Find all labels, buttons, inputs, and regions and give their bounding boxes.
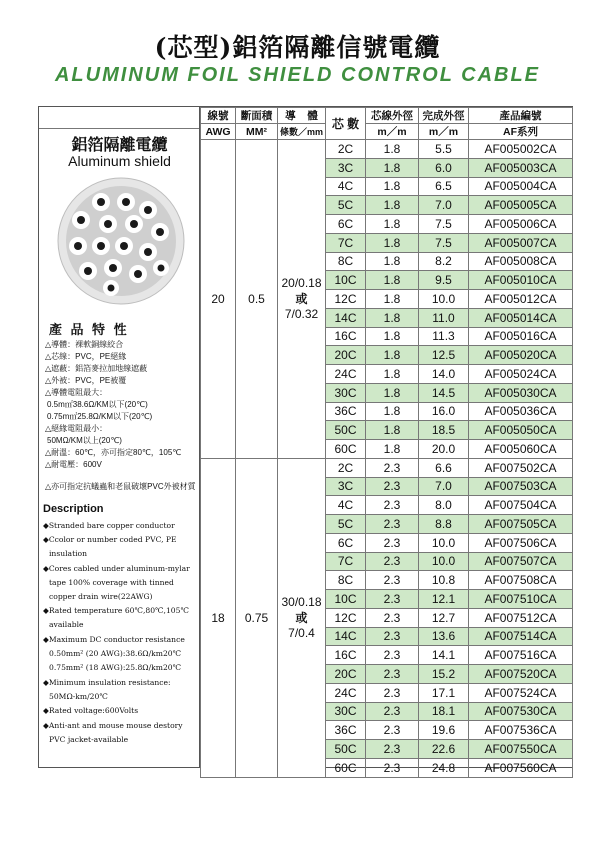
cores-cell: 7C bbox=[326, 552, 366, 571]
cores-cell: 60C bbox=[326, 440, 366, 459]
product-code-cell: AF007514CA bbox=[469, 627, 573, 646]
overall-od-cell: 7.5 bbox=[419, 215, 469, 234]
cores-cell: 24C bbox=[326, 683, 366, 702]
feature-line: △耐電壓：600V bbox=[45, 460, 102, 469]
feature-line: △芯線：PVC，PE絕緣 bbox=[45, 352, 127, 361]
cores-cell: 14C bbox=[326, 627, 366, 646]
core-od-cell: 1.8 bbox=[366, 196, 419, 215]
description-line: ◆Anti-ant and mouse mouse destory bbox=[43, 721, 183, 730]
cores-cell: 36C bbox=[326, 402, 366, 421]
product-code-cell: AF005024CA bbox=[469, 365, 573, 384]
product-code-cell: AF007536CA bbox=[469, 721, 573, 740]
product-code-cell: AF005010CA bbox=[469, 271, 573, 290]
product-code-cell: AF007502CA bbox=[469, 458, 573, 477]
description-line: ◆Stranded bare copper conductor bbox=[43, 521, 175, 530]
overall-od-cell: 18.5 bbox=[419, 421, 469, 440]
cores-cell: 5C bbox=[326, 196, 366, 215]
overall-od-cell: 6.6 bbox=[419, 458, 469, 477]
conductor-cell bbox=[278, 458, 326, 777]
core-od-cell: 2.3 bbox=[366, 627, 419, 646]
product-code-cell: AF005036CA bbox=[469, 402, 573, 421]
header-core-od-en: m／m bbox=[366, 124, 419, 140]
product-code-cell: AF005008CA bbox=[469, 252, 573, 271]
cores-cell: 4C bbox=[326, 496, 366, 515]
product-code-cell: AF005007CA bbox=[469, 233, 573, 252]
overall-od-cell: 10.8 bbox=[419, 571, 469, 590]
cores-cell: 50C bbox=[326, 740, 366, 759]
cores-cell: 4C bbox=[326, 177, 366, 196]
feature-line: △耐溫：60℃，亦可指定80℃，105℃ bbox=[45, 448, 182, 457]
feature-line: △絕緣電阻最小： bbox=[45, 424, 108, 433]
header-gauge-zh: 線號 bbox=[201, 108, 236, 124]
awg-cell: 18 bbox=[201, 458, 236, 777]
overall-od-cell: 24.8 bbox=[419, 758, 469, 777]
header-conductor-zh1: 導 bbox=[285, 110, 296, 122]
cores-cell: 10C bbox=[326, 271, 366, 290]
product-code-cell: AF007550CA bbox=[469, 740, 573, 759]
cores-cell: 3C bbox=[326, 158, 366, 177]
feature-line: 50MΩ/KM以上(20℃) bbox=[47, 436, 122, 445]
features-title: 產 品 特 性 bbox=[49, 323, 129, 338]
feature-line: 0.75m㎡25.8Ω/KM以下(20℃) bbox=[47, 412, 153, 421]
product-code-cell: AF007516CA bbox=[469, 646, 573, 665]
cores-cell: 20C bbox=[326, 346, 366, 365]
overall-od-cell: 14.5 bbox=[419, 383, 469, 402]
overall-od-cell: 10.0 bbox=[419, 533, 469, 552]
core-od-cell: 1.8 bbox=[366, 177, 419, 196]
product-code-cell: AF005060CA bbox=[469, 440, 573, 459]
description-line: ◆Ccolor or number coded PVC, PE bbox=[43, 535, 177, 544]
product-code-cell: AF005030CA bbox=[469, 383, 573, 402]
conductor-spec-2: 7/0.4 bbox=[288, 626, 315, 641]
overall-od-cell: 11.0 bbox=[419, 308, 469, 327]
description-line: available bbox=[49, 620, 84, 629]
core-od-cell: 2.3 bbox=[366, 458, 419, 477]
cores-cell: 16C bbox=[326, 327, 366, 346]
product-code-cell: AF005005CA bbox=[469, 196, 573, 215]
core-od-cell: 1.8 bbox=[366, 140, 419, 159]
cores-cell: 6C bbox=[326, 533, 366, 552]
overall-od-cell: 12.1 bbox=[419, 590, 469, 609]
cable-cross-section-icon bbox=[56, 176, 186, 306]
header-core-od-zh: 芯線外徑 bbox=[366, 108, 419, 124]
page-title-zh: (芯型)鋁箔隔離信號電纜 bbox=[154, 33, 441, 62]
core-od-cell: 1.8 bbox=[366, 308, 419, 327]
header-code-zh: 產品編號 bbox=[469, 108, 573, 124]
conductor-spec-1: 20/0.18 bbox=[281, 276, 322, 291]
cores-cell: 16C bbox=[326, 646, 366, 665]
description-line: ◆Minimum insulation resistance: bbox=[43, 678, 171, 687]
overall-od-cell: 7.5 bbox=[419, 233, 469, 252]
cores-cell: 10C bbox=[326, 590, 366, 609]
core-od-cell: 2.3 bbox=[366, 740, 419, 759]
description-title: Description bbox=[43, 503, 104, 515]
overall-od-cell: 16.0 bbox=[419, 402, 469, 421]
overall-od-cell: 8.2 bbox=[419, 252, 469, 271]
core-od-cell: 2.3 bbox=[366, 533, 419, 552]
core-od-cell: 1.8 bbox=[366, 252, 419, 271]
product-code-cell: AF007560CA bbox=[469, 758, 573, 777]
feature-line: △導體電阻最大： bbox=[45, 388, 108, 397]
header-conductor-en: 條數／mm bbox=[278, 124, 326, 140]
core-od-cell: 1.8 bbox=[366, 233, 419, 252]
product-code-cell: AF007512CA bbox=[469, 608, 573, 627]
product-name-en: Aluminum shield bbox=[68, 153, 171, 169]
conductor-spec-or: 或 bbox=[295, 292, 308, 307]
product-code-cell: AF007507CA bbox=[469, 552, 573, 571]
cores-cell: 8C bbox=[326, 252, 366, 271]
overall-od-cell: 9.5 bbox=[419, 271, 469, 290]
core-od-cell: 2.3 bbox=[366, 515, 419, 534]
overall-od-cell: 12.7 bbox=[419, 608, 469, 627]
overall-od-cell: 14.1 bbox=[419, 646, 469, 665]
core-od-cell: 2.3 bbox=[366, 683, 419, 702]
cores-cell: 12C bbox=[326, 608, 366, 627]
table-row bbox=[201, 458, 573, 477]
product-code-cell: AF007524CA bbox=[469, 683, 573, 702]
core-od-cell: 2.3 bbox=[366, 646, 419, 665]
core-od-cell: 1.8 bbox=[366, 158, 419, 177]
product-code-cell: AF005012CA bbox=[469, 290, 573, 309]
header-gauge-en: AWG bbox=[201, 124, 236, 140]
overall-od-cell: 7.0 bbox=[419, 477, 469, 496]
overall-od-cell: 12.5 bbox=[419, 346, 469, 365]
spec-table-body bbox=[201, 140, 573, 778]
header-cores: 芯 數 bbox=[326, 108, 366, 140]
core-od-cell: 1.8 bbox=[366, 383, 419, 402]
description-line: ◆Cores cabled under aluminum-mylar bbox=[43, 564, 190, 573]
feature-line: △遮蔽：鋁箔麥拉加地線遮蔽 bbox=[45, 364, 148, 373]
cores-cell: 6C bbox=[326, 215, 366, 234]
awg-cell: 20 bbox=[201, 140, 236, 459]
product-code-cell: AF005050CA bbox=[469, 421, 573, 440]
description-line: ◆Maximum DC conductor resistance bbox=[43, 635, 185, 644]
core-od-cell: 2.3 bbox=[366, 758, 419, 777]
header-conductor-zh bbox=[278, 108, 326, 124]
description-line: 50MΩ-km/20℃ bbox=[49, 692, 108, 701]
feature-line: △外被：PVC，PE被覆 bbox=[45, 376, 127, 385]
conductor-spec-or: 或 bbox=[295, 611, 308, 626]
area-cell: 0.5 bbox=[236, 140, 278, 459]
spec-sheet bbox=[38, 106, 573, 775]
header-conductor-zh2: 體 bbox=[307, 110, 318, 122]
overall-od-cell: 8.8 bbox=[419, 515, 469, 534]
product-code-cell: AF005006CA bbox=[469, 215, 573, 234]
feature-line: △導體：裸軟銅線絞合 bbox=[45, 340, 124, 349]
overall-od-cell: 17.1 bbox=[419, 683, 469, 702]
overall-od-cell: 14.0 bbox=[419, 365, 469, 384]
cores-cell: 3C bbox=[326, 477, 366, 496]
product-code-cell: AF007510CA bbox=[469, 590, 573, 609]
core-od-cell: 1.8 bbox=[366, 421, 419, 440]
core-od-cell: 2.3 bbox=[366, 477, 419, 496]
product-code-cell: AF005004CA bbox=[469, 177, 573, 196]
cores-cell: 30C bbox=[326, 702, 366, 721]
page-title-en: ALUMINUM FOIL SHIELD CONTROL CABLE bbox=[54, 64, 541, 86]
product-code-cell: AF005016CA bbox=[469, 327, 573, 346]
overall-od-cell: 8.0 bbox=[419, 496, 469, 515]
overall-od-cell: 19.6 bbox=[419, 721, 469, 740]
core-od-cell: 1.8 bbox=[366, 271, 419, 290]
overall-od-cell: 13.6 bbox=[419, 627, 469, 646]
overall-od-cell: 15.2 bbox=[419, 665, 469, 684]
overall-od-cell: 5.5 bbox=[419, 140, 469, 159]
overall-od-cell: 6.5 bbox=[419, 177, 469, 196]
overall-od-cell: 11.3 bbox=[419, 327, 469, 346]
core-od-cell: 2.3 bbox=[366, 571, 419, 590]
overall-od-cell: 10.0 bbox=[419, 290, 469, 309]
cores-cell: 2C bbox=[326, 140, 366, 159]
cores-cell: 5C bbox=[326, 515, 366, 534]
product-info-panel bbox=[39, 107, 200, 767]
product-code-cell: AF007503CA bbox=[469, 477, 573, 496]
spec-table bbox=[200, 107, 573, 778]
core-od-cell: 1.8 bbox=[366, 215, 419, 234]
table-row bbox=[201, 140, 573, 159]
product-code-cell: AF007520CA bbox=[469, 665, 573, 684]
area-cell: 0.75 bbox=[236, 458, 278, 777]
header-code-en: AF系列 bbox=[469, 124, 573, 140]
header-area-en: MM² bbox=[236, 124, 278, 140]
product-code-cell: AF005014CA bbox=[469, 308, 573, 327]
cores-cell: 36C bbox=[326, 721, 366, 740]
description-line: PVC jacket-available bbox=[49, 735, 129, 744]
description-line: tape 100% coverage with tinned bbox=[49, 578, 174, 587]
product-code-cell: AF007506CA bbox=[469, 533, 573, 552]
conductor-spec-2: 7/0.32 bbox=[284, 307, 319, 322]
cores-cell: 7C bbox=[326, 233, 366, 252]
core-od-cell: 2.3 bbox=[366, 496, 419, 515]
core-od-cell: 2.3 bbox=[366, 590, 419, 609]
cores-cell: 14C bbox=[326, 308, 366, 327]
core-od-cell: 1.8 bbox=[366, 290, 419, 309]
core-od-cell: 1.8 bbox=[366, 402, 419, 421]
product-code-cell: AF005020CA bbox=[469, 346, 573, 365]
overall-od-cell: 18.1 bbox=[419, 702, 469, 721]
cores-cell: 30C bbox=[326, 383, 366, 402]
product-code-cell: AF007505CA bbox=[469, 515, 573, 534]
overall-od-cell: 20.0 bbox=[419, 440, 469, 459]
core-od-cell: 2.3 bbox=[366, 608, 419, 627]
overall-od-cell: 7.0 bbox=[419, 196, 469, 215]
panel-header-spacer bbox=[39, 107, 199, 129]
conductor-spec-1: 30/0.18 bbox=[281, 595, 322, 610]
description-line: ◆Rated temperature 60℃,80℃,105℃ bbox=[43, 606, 189, 615]
conductor-cell bbox=[278, 140, 326, 459]
header-od-zh: 完成外徑 bbox=[419, 108, 469, 124]
description-line: 0.50mm² (20 AWG):38.6Ω/km20℃ bbox=[49, 649, 182, 658]
product-name-zh: 鋁箔隔離電纜 bbox=[71, 135, 168, 154]
core-od-cell: 2.3 bbox=[366, 721, 419, 740]
overall-od-cell: 6.0 bbox=[419, 158, 469, 177]
product-code-cell: AF007530CA bbox=[469, 702, 573, 721]
core-od-cell: 1.8 bbox=[366, 440, 419, 459]
product-code-cell: AF005003CA bbox=[469, 158, 573, 177]
core-od-cell: 1.8 bbox=[366, 365, 419, 384]
overall-od-cell: 22.6 bbox=[419, 740, 469, 759]
product-code-cell: AF005002CA bbox=[469, 140, 573, 159]
feature-line: △亦可指定抗蟻蟲和老鼠破壞PVC外被材質 bbox=[45, 482, 196, 491]
cores-cell: 20C bbox=[326, 665, 366, 684]
cores-cell: 12C bbox=[326, 290, 366, 309]
feature-line: 0.5m㎡38.6Ω/KM以下(20℃) bbox=[47, 400, 148, 409]
description-line: copper drain wire(22AWG) bbox=[49, 592, 153, 601]
core-od-cell: 1.8 bbox=[366, 346, 419, 365]
description-line: 0.75mm² (18 AWG):25.8Ω/km20℃ bbox=[49, 663, 182, 672]
cores-cell: 8C bbox=[326, 571, 366, 590]
product-code-cell: AF007504CA bbox=[469, 496, 573, 515]
product-code-cell: AF007508CA bbox=[469, 571, 573, 590]
header-area-zh: 斷面積 bbox=[236, 108, 278, 124]
description-line: ◆Rated voltage:600Volts bbox=[43, 706, 139, 715]
core-od-cell: 2.3 bbox=[366, 665, 419, 684]
header-od-en: m／m bbox=[419, 124, 469, 140]
cores-cell: 2C bbox=[326, 458, 366, 477]
overall-od-cell: 10.0 bbox=[419, 552, 469, 571]
cores-cell: 50C bbox=[326, 421, 366, 440]
cores-cell: 24C bbox=[326, 365, 366, 384]
description-line: insulation bbox=[49, 549, 88, 558]
cores-cell: 60C bbox=[326, 758, 366, 777]
core-od-cell: 2.3 bbox=[366, 552, 419, 571]
core-od-cell: 1.8 bbox=[366, 327, 419, 346]
core-od-cell: 2.3 bbox=[366, 702, 419, 721]
